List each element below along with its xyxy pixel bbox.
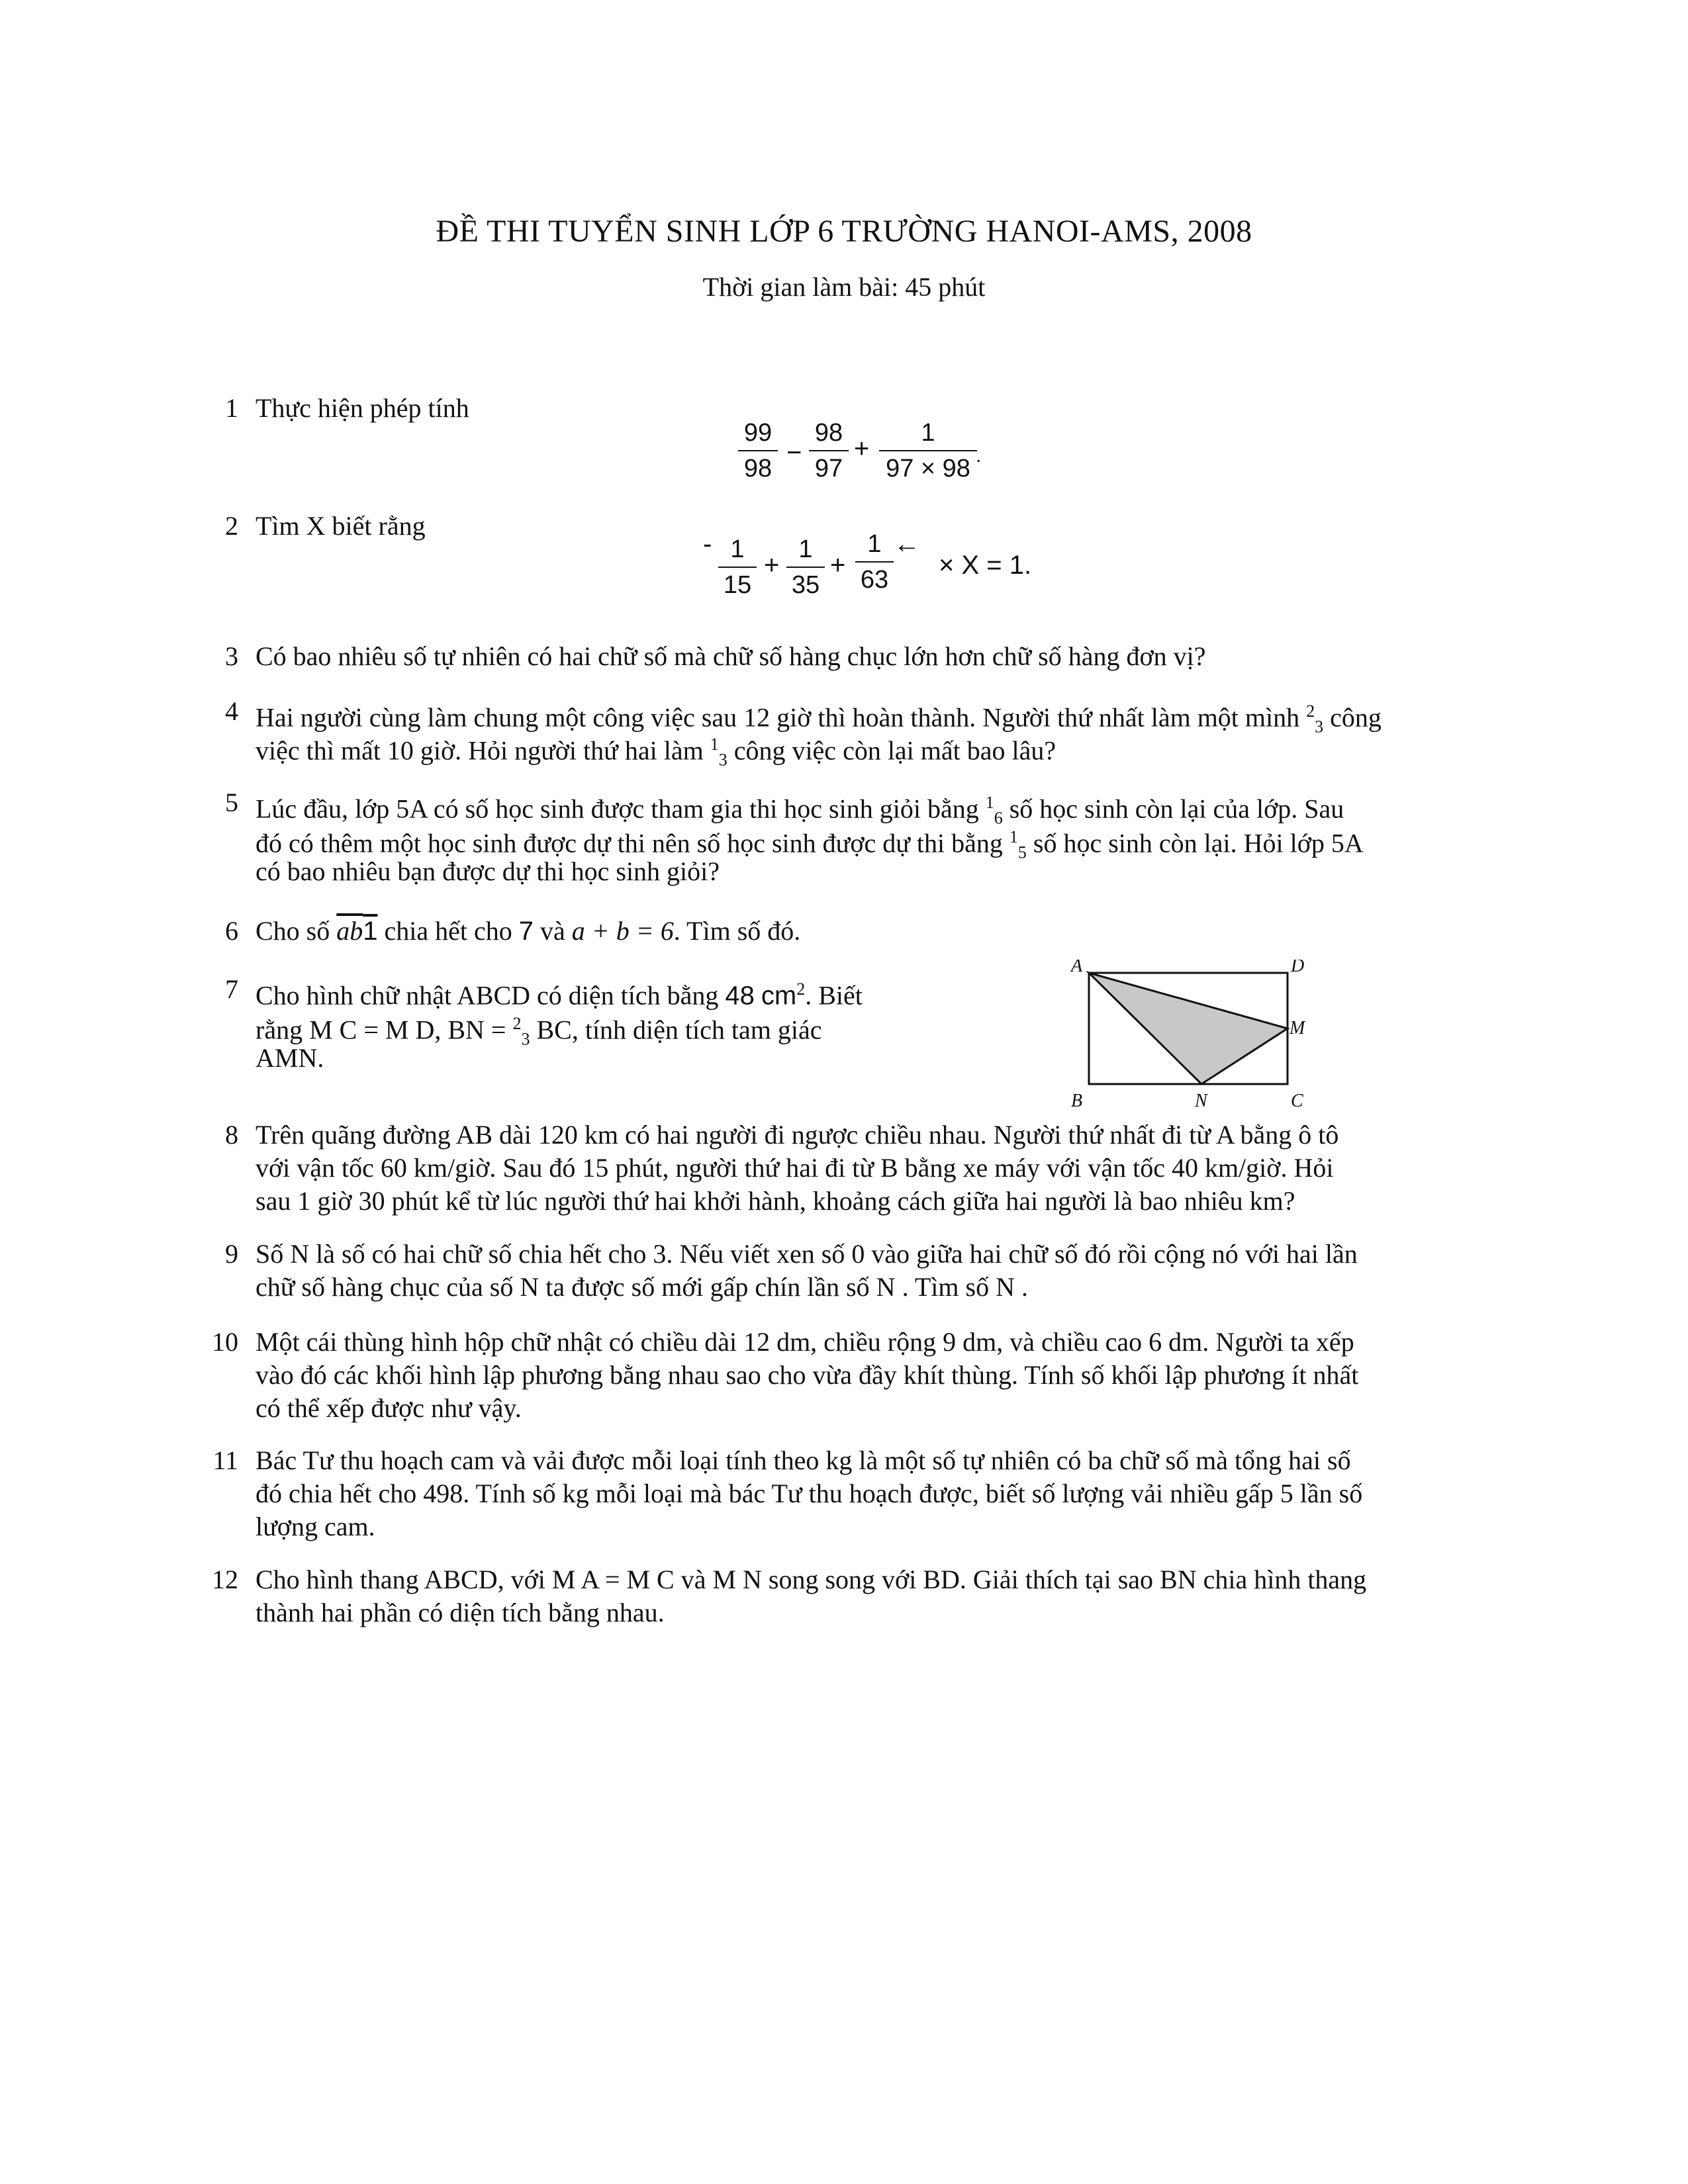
plus-sign: + <box>854 434 870 463</box>
problem-number: 5 <box>225 788 238 817</box>
problem-text-line3: có bao nhiêu bạn được dự thi học sinh giỏi? <box>256 856 720 886</box>
problem-text <box>256 915 1513 948</box>
label-a: A <box>1071 960 1083 976</box>
text: công <box>1330 702 1382 733</box>
label-n: N <box>1195 1091 1207 1111</box>
rectangle-figure <box>1059 960 1324 1118</box>
denominator: 15 <box>723 571 752 599</box>
plus-sign: + <box>830 551 846 580</box>
plus-sign: + <box>764 551 780 580</box>
numerator: 1 <box>730 535 745 563</box>
fraction <box>738 418 778 483</box>
fraction-denominator: 3 <box>1315 717 1324 737</box>
denominator: 97 <box>814 455 843 482</box>
text: Hai người cùng làm chung một công việc sau 12 giờ thì hoàn thành. Người thứ nhất làm một mình <box>256 702 1300 733</box>
text: . Biết <box>805 980 863 1011</box>
fraction <box>718 535 757 600</box>
superscript: 2 <box>796 979 806 999</box>
problem-text-line3: AMN. <box>256 1043 324 1073</box>
text: . Tìm số đó. <box>673 916 801 946</box>
problem-text-line1: Một cái thùng hình hộp chữ nhật có chiều dài 12 dm, chiều rộng 9 dm, và chiều cao 6 dm. Người ta xếp <box>256 1327 1354 1357</box>
fraction-numerator: 1 <box>985 793 994 812</box>
period: . <box>976 445 982 467</box>
problem-text-line2 <box>256 728 1513 776</box>
problem-text-line1 <box>256 973 960 1012</box>
text: và <box>540 916 565 946</box>
problem-number: 4 <box>225 696 238 726</box>
problem-text: Có bao nhiêu số tự nhiên có hai chữ số mà chữ số hàng chục lớn hơn chữ số hàng đơn vị? <box>256 641 1206 671</box>
text: số học sinh còn lại của lớp. Sau <box>1009 794 1344 824</box>
bracket-glyph: - <box>703 529 712 559</box>
problem-number: 11 <box>212 1445 238 1475</box>
fraction <box>855 529 894 594</box>
text: Cho hình chữ nhật ABCD có diện tích bằng <box>256 980 719 1011</box>
fraction <box>809 418 849 483</box>
fraction-denominator: 5 <box>1017 842 1027 862</box>
figure-svg <box>1059 960 1324 1118</box>
denominator: 98 <box>743 455 773 482</box>
problem-text-line2: đó chia hết cho 498. Tính số kg mỗi loại mà bác Tư thu hoạch được, biết số lượng vải nhiều gấp 5 lần số <box>256 1479 1363 1508</box>
fraction-numerator: 2 <box>512 1014 522 1033</box>
problem-number: 2 <box>225 511 238 541</box>
unit: cm <box>761 981 797 1011</box>
problem-number: 3 <box>225 641 238 671</box>
fraction <box>786 535 825 600</box>
numerator: 98 <box>814 419 843 447</box>
problem-text-line1: Cho hình thang ABCD, với M A = M C và M N song song với BD. Giải thích tại sao BN chia hình thang <box>256 1565 1367 1594</box>
fraction-numerator: 1 <box>710 735 719 754</box>
problem-text: Thực hiện phép tính <box>256 393 469 423</box>
problem-number: 10 <box>212 1327 238 1357</box>
problem-number: 8 <box>225 1120 238 1150</box>
problem-text-line3: lượng cam. <box>256 1512 375 1541</box>
problem-number: 9 <box>225 1239 238 1269</box>
label-b: B <box>1071 1091 1083 1111</box>
problem-text-line2: chữ số hàng chục của số N ta được số mới gấp chín lần số N . Tìm số N . <box>256 1272 1028 1302</box>
fraction-denominator: 3 <box>521 1029 530 1049</box>
fraction-numerator: 2 <box>1306 702 1315 721</box>
denominator: 63 <box>860 566 889 594</box>
text: việc thì mất 10 giờ. Hỏi người thứ hai làm <box>256 735 704 766</box>
fraction-denominator: 3 <box>718 750 727 770</box>
fraction-numerator: 1 <box>1009 827 1018 846</box>
text: chia hết cho <box>384 916 512 946</box>
problem-text-line1: Số N là số có hai chữ số chia hết cho 3. Nếu viết xen số 0 vào giữa hai chữ số đó rồi cộng nó với hai lần <box>256 1239 1358 1269</box>
bracket-glyph: ← <box>894 529 920 559</box>
fraction <box>879 418 977 483</box>
problem-text-line3: sau 1 giờ 30 phút kể từ lúc người thứ hai khởi hành, khoảng cách giữa hai người là bao nhiêu km? <box>256 1186 1295 1216</box>
equation: a + b = 6 <box>571 916 674 946</box>
digit: 1 <box>363 917 378 946</box>
label-m: M <box>1289 1018 1305 1038</box>
problem-number: 1 <box>225 393 238 423</box>
text: công việc còn lại mất bao lâu? <box>733 735 1056 766</box>
problem-text-line2: với vận tốc 60 km/giờ. Sau đó 15 phút, người thứ hai đi từ B bằng xe máy với vận tốc 40 km/giờ. Hỏi <box>256 1153 1334 1183</box>
number: 48 <box>725 981 755 1011</box>
numerator: 99 <box>743 419 773 447</box>
text: số học sinh còn lại. Hỏi lớp 5A <box>1033 828 1364 858</box>
problem-text-line1: Trên quãng đường AB dài 120 km có hai người đi ngược chiều nhau. Người thứ nhất đi từ A bằng ô tô <box>256 1120 1339 1150</box>
denominator: 97 × 98 <box>886 455 970 482</box>
numerator: 1 <box>867 530 882 558</box>
text: Lúc đầu, lớp 5A có số học sinh được tham gia thi học sinh giỏi bằng <box>256 794 979 824</box>
numerator: 1 <box>798 535 813 563</box>
number: 7 <box>518 917 534 946</box>
text: Cho số <box>256 916 330 946</box>
minus-sign: − <box>786 438 802 467</box>
time-limit: Thời gian làm bài: 45 phút <box>702 272 986 302</box>
problem-text-line2: thành hai phần có diện tích bằng nhau. <box>256 1598 665 1627</box>
fraction-denominator: 6 <box>994 808 1003 828</box>
text: đó có thêm một học sinh được dự thi nên số học sinh được dự thi bằng <box>256 828 1003 858</box>
text: BC, tính diện tích tam giác <box>536 1015 822 1045</box>
problem-text-line2: vào đó các khối hình lập phương bằng nhau sao cho vừa đầy khít thùng. Tính số khối lập phương ít nhất <box>256 1360 1359 1390</box>
problem-number: 7 <box>225 974 238 1004</box>
denominator: 35 <box>791 571 820 599</box>
problem-number: 6 <box>225 916 238 946</box>
problem-text: Tìm X biết rằng <box>256 511 426 541</box>
problem-text-line3: có thể xếp được như vậy. <box>256 1393 522 1423</box>
equation-tail: × X = 1. <box>939 551 1032 580</box>
text: rằng M C = M D, BN = <box>256 1015 506 1045</box>
overlined-digits: $\overline{ab}$ <box>336 916 363 946</box>
numerator: 1 <box>921 419 935 447</box>
label-c: C <box>1291 1091 1303 1111</box>
problem-number: 12 <box>212 1565 238 1594</box>
triangle-amn <box>1089 973 1288 1084</box>
page-title: ĐỀ THI TUYỂN SINH LỚP 6 TRƯỜNG HANOI-AMS, 2008 <box>436 214 1252 249</box>
label-d: D <box>1291 960 1305 976</box>
problem-text-line1: Bác Tư thu hoạch cam và vải được mỗi loại tính theo kg là một số tự nhiên có ba chữ số mà tổng hai số <box>256 1445 1351 1475</box>
